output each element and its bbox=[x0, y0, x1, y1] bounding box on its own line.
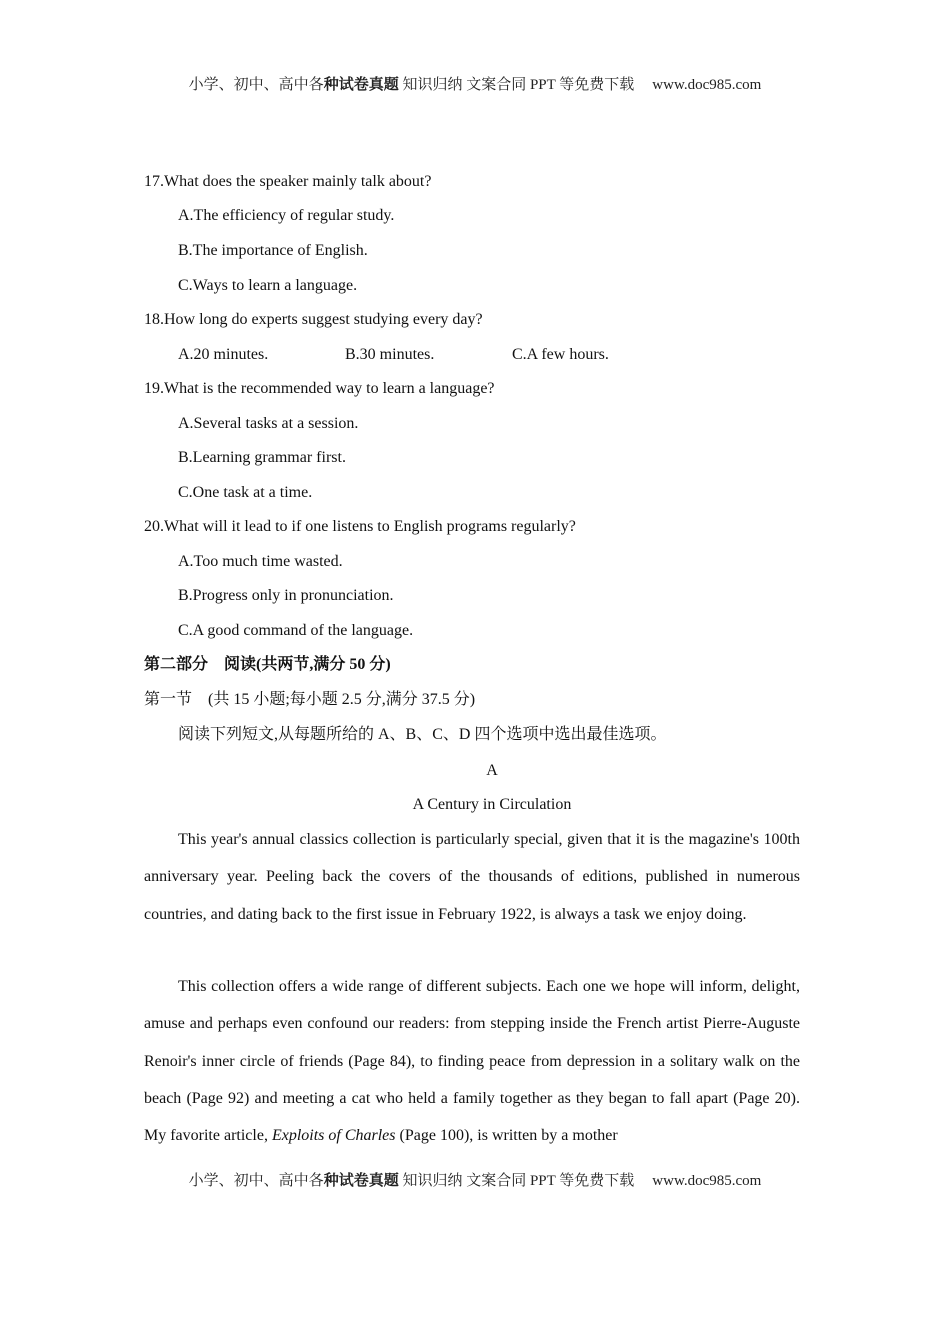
question-stem: 19.What is the recommended way to learn a language? bbox=[144, 380, 495, 397]
question-stem: 17.What does the speaker mainly talk about? bbox=[144, 173, 432, 190]
question-option: B.The importance of English. bbox=[178, 242, 368, 259]
header-text: 小学、初中、高中各 bbox=[188, 77, 324, 93]
footer-url: www.doc985.com bbox=[652, 1173, 762, 1189]
header-text: 文案合同 PPT 等免费下载 bbox=[466, 77, 635, 93]
footer-text-bold: 种试卷真题 bbox=[323, 1173, 399, 1189]
passage-paragraph-2 bbox=[144, 968, 800, 1154]
section-title: 第二部分 阅读(共两节,满分 50 分) bbox=[144, 656, 391, 673]
header-text-bold: 种试卷真题 bbox=[323, 77, 399, 93]
article-title-italic: Exploits of Charles bbox=[271, 1127, 396, 1145]
passage-letter: A bbox=[486, 762, 498, 779]
question-stem: 20.What will it lead to if one listens to English programs regularly? bbox=[144, 518, 576, 535]
paragraph-text: (Page 100), is written by a mother bbox=[395, 1127, 618, 1145]
header-url: www.doc985.com bbox=[652, 77, 762, 93]
question-option: C.One task at a time. bbox=[178, 484, 313, 501]
question-option: A.Too much time wasted. bbox=[178, 553, 343, 570]
page-footer bbox=[0, 1169, 950, 1190]
footer-text: 文案合同 PPT 等免费下载 bbox=[466, 1173, 635, 1189]
question-option: C.A good command of the language. bbox=[178, 622, 414, 639]
footer-text: 小学、初中、高中各 bbox=[188, 1173, 324, 1189]
question-option: B.Progress only in pronunciation. bbox=[178, 587, 394, 604]
subsection-title: 第一节 (共 15 小题;每小题 2.5 分,满分 37.5 分) bbox=[144, 691, 476, 708]
header-text: 知识归纳 bbox=[398, 77, 467, 93]
question-option: C.A few hours. bbox=[512, 346, 609, 363]
question-option: B.30 minutes. bbox=[345, 346, 435, 363]
question-option: A.Several tasks at a session. bbox=[178, 415, 359, 432]
question-option: B.Learning grammar first. bbox=[178, 449, 346, 466]
question-option: C.Ways to learn a language. bbox=[178, 277, 358, 294]
question-option: A.The efficiency of regular study. bbox=[178, 207, 395, 224]
passage-title: A Century in Circulation bbox=[412, 796, 572, 813]
question-stem: 18.How long do experts suggest studying every day? bbox=[144, 311, 483, 328]
footer-text: 知识归纳 bbox=[398, 1173, 467, 1189]
page-header bbox=[0, 73, 950, 94]
question-option: A.20 minutes. bbox=[178, 346, 269, 363]
paragraph-text: This collection offers a wide range of different subjects. Each one we hope will inform, delight, amuse and perhaps even confound our readers: from stepping inside the French artist Pierre-Auguste Renoir's inner circle of friends (Page 84), to finding peace from depression in a solitary walk on the beach (Page 92) and meeting a cat who held a family together as they began to fall apart (Page 20). My favorite article, bbox=[144, 978, 800, 1145]
instruction-text: 阅读下列短文,从每题所给的 A、B、C、D 四个选项中选出最佳选项。 bbox=[178, 726, 667, 743]
passage-paragraph-1: This year's annual classics collection is particularly special, given that it is the magazine's 100th anniversary year. Peeling back the covers of the thousands of editions, published in numerous countries, and dating back to the first issue in February 1922, is always a task we enjoy doing. bbox=[144, 831, 800, 923]
